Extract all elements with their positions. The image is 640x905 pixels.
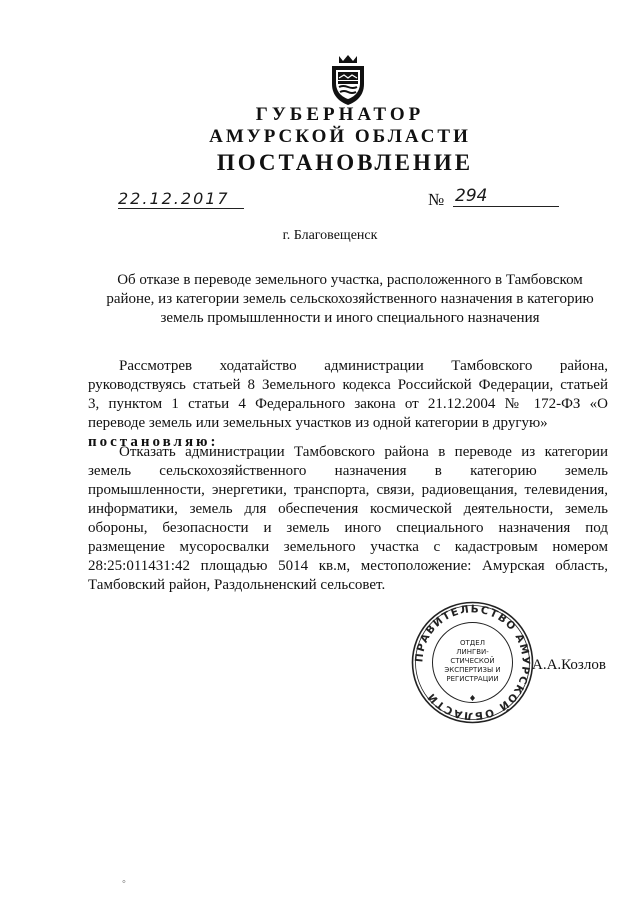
resolve-word: постановляю: xyxy=(88,434,219,450)
decree-number: 294 xyxy=(453,186,559,207)
signatory-name: А.А.Козлов xyxy=(532,657,606,673)
stamp-inner-line: СТИЧЕСКОЙ xyxy=(450,657,495,665)
subject-line: земель промышленности и иного специального назначения xyxy=(160,310,540,326)
number-sign: № xyxy=(428,190,445,209)
subject-line: районе, из категории земель сельскохозяйственного назначения в категорию xyxy=(106,291,594,307)
decree-heading: ПОСТАНОВЛЕНИЕ xyxy=(216,150,474,175)
governor-heading: ГУБЕРНАТОР xyxy=(255,104,425,125)
stamp-inner-line: ОТДЕЛ xyxy=(460,639,485,647)
operative-paragraph xyxy=(88,443,608,595)
paragraph-line: промышленности, энергетики, транспорта, связи, радиовещания, телевидения, xyxy=(88,482,608,498)
official-stamp xyxy=(410,600,535,725)
paragraph-line: переводе земель или земельных участков из одной категории в другую» xyxy=(88,415,548,431)
city-label: г. Благовещенск xyxy=(282,228,378,243)
region-heading: АМУРСКОЙ ОБЛАСТИ xyxy=(209,126,471,147)
coat-of-arms-icon xyxy=(326,52,370,106)
paragraph-line: обороны, безопасности и земель иного специального назначения под xyxy=(88,520,608,536)
stamp-inner-line: РЕГИСТРАЦИИ xyxy=(446,675,499,683)
paragraph-line: земель сельскохозяйственного назначения в категорию земель xyxy=(88,463,608,479)
paragraph-line: 28:25:011431:42 площадью 5014 кв.м, местоположение: Амурская область, xyxy=(88,558,608,574)
decree-subject xyxy=(90,271,610,328)
stamp-inner-line: ЭКСПЕРТИЗЫ И xyxy=(444,666,501,674)
paragraph-line: 3, пунктом 1 статьи 4 Федерального закона от 21.12.2004 № 172-ФЗ «О xyxy=(88,396,608,412)
paragraph-line: Рассмотрев ходатайство администрации Тамбовского района, xyxy=(119,358,608,374)
paragraph-line: Отказать администрации Тамбовского района в переводе из категории xyxy=(119,444,608,460)
stamp-outer-text: ПРАВИТЕЛЬСТВО АМУРСКОЙ ОБЛАСТИ xyxy=(413,603,532,722)
margin-mark: ◦ xyxy=(122,876,126,888)
paragraph-line: Тамбовский район, Раздольненский сельсовет. xyxy=(88,577,386,593)
paragraph-line: размещение мусоросвалки земельного участка с кадастровым номером xyxy=(88,539,608,555)
preamble-paragraph xyxy=(88,357,608,452)
stamp-inner-line: ЛИНГВИ- xyxy=(456,648,489,656)
paragraph-line: руководствуясь статьей 8 Земельного кодекса Российской Федерации, статьей xyxy=(88,377,608,393)
decree-date: 22.12.2017 xyxy=(118,189,244,209)
paragraph-line: информатики, земель для обеспечения космической деятельности, земель xyxy=(88,501,608,517)
subject-line: Об отказе в переводе земельного участка, расположенного в Тамбовском xyxy=(117,272,583,288)
